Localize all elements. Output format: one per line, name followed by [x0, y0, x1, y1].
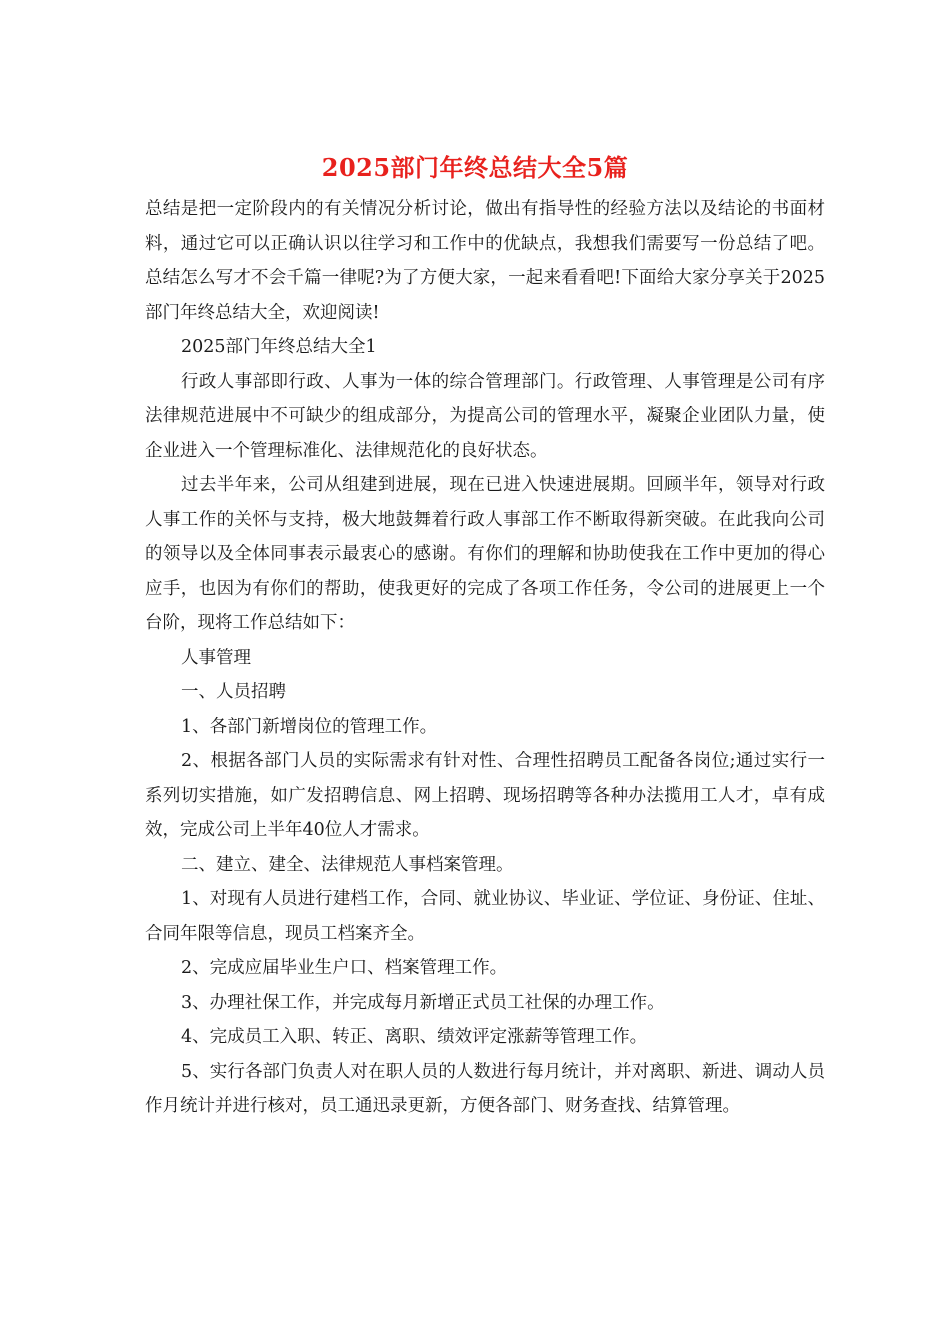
document-title: 2025部门年终总结大全5篇	[321, 153, 629, 182]
document-body	[145, 192, 825, 1124]
list-item: 3、办理社保工作，并完成每月新增正式员工社保的办理工作。	[181, 992, 665, 1013]
list-item: 1、对现有人员进行建档工作，合同、就业协议、毕业证、学位证、身份证、住址、合同年限等信息，现员工档案齐全。	[145, 889, 825, 944]
subsection-heading: 一、人员招聘	[181, 682, 286, 702]
list-item: 1、各部门新增岗位的管理工作。	[181, 716, 438, 737]
paragraph: 行政人事部即行政、人事为一体的综合管理部门。行政管理、人事管理是公司有序法律规范进展中不可缺少的组成部分，为提高公司的管理水平，凝聚企业团队力量，使企业进入一个管理标准化、法律规范化的良好状态。	[145, 371, 825, 461]
section-heading: 人事管理	[181, 647, 251, 668]
subsection-heading: 二、建立、建全、法律规范人事档案管理。	[181, 854, 514, 875]
list-item: 2、根据各部门人员的实际需求有针对性、合理性招聘员工配备各岗位;通过实行一系列切实措施，如广发招聘信息、网上招聘、现场招聘等各种办法揽用工人才，卓有成效，完成公司上半年40位人才需求。	[145, 751, 825, 840]
list-item: 4、完成员工入职、转正、离职、绩效评定涨薪等管理工作。	[181, 1027, 648, 1047]
list-item: 5、实行各部门负责人对在职人员的人数进行每月统计，并对离职、新进、调动人员作月统计并进行核对，员工通迅录更新，方便各部门、财务查找、结算管理。	[145, 1061, 825, 1116]
paragraph: 过去半年来，公司从组建到进展，现在已进入快速进展期。回顾半年，领导对行政人事工作的关怀与支持，极大地鼓舞着行政人事部工作不断取得新突破。在此我向公司的领导以及全体同事表示最衷心的感谢。有你们的理解和协助使我在工作中更加的得心应手，也因为有你们的帮助，使我更好的完成了各项工作任务，令公司的进展更上一个台阶，现将工作总结如下：	[145, 475, 825, 633]
list-item: 2、完成应届毕业生户口、档案管理工作。	[181, 958, 508, 978]
section-heading: 2025部门年终总结大全1	[181, 337, 377, 357]
paragraph: 总结是把一定阶段内的有关情况分析讨论，做出有指导性的经验方法以及结论的书面材料，通过它可以正确认识以往学习和工作中的优缺点，我想我们需要写一份总结了吧。总结怎么写才不会千篇一律呢?为了方便大家，一起来看看吧!下面给大家分享关于2025部门年终总结大全，欢迎阅读!	[145, 199, 825, 323]
